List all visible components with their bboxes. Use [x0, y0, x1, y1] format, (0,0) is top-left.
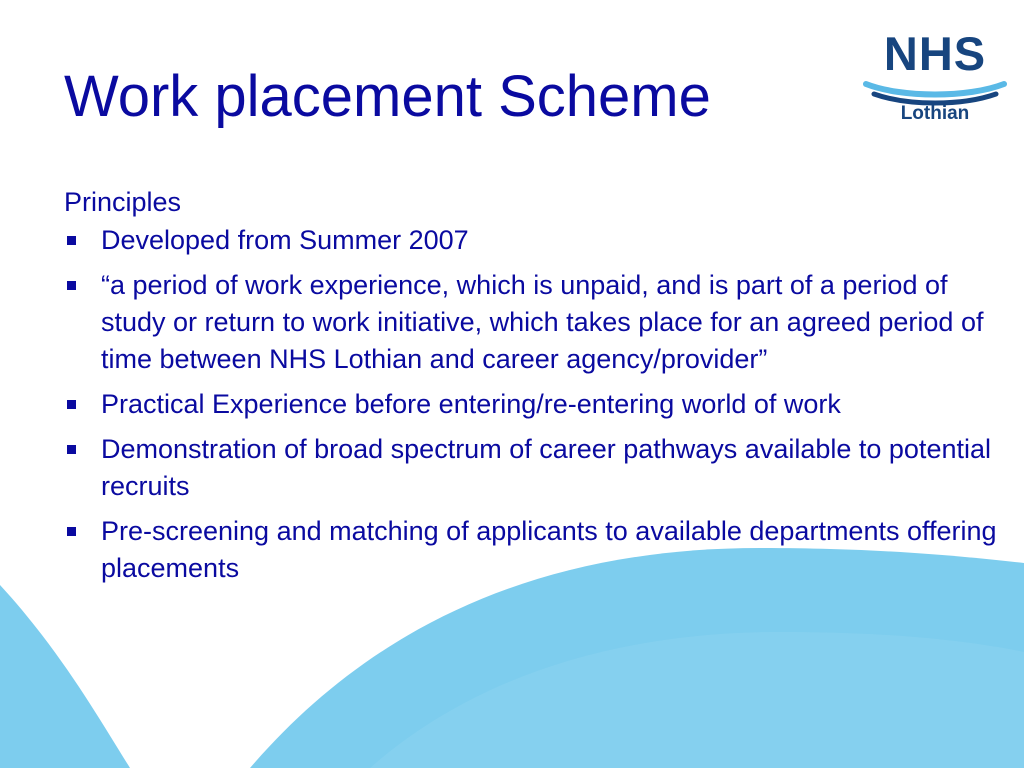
bullet-item	[64, 267, 1004, 378]
bullet-item	[64, 222, 1004, 259]
logo-lothian-text: Lothian	[900, 103, 970, 124]
square-bullet-icon	[67, 400, 76, 409]
section-heading: Principles	[64, 187, 182, 217]
bullet-text: Developed from Summer 2007	[101, 225, 469, 255]
bullet-text: “a period of work experience, which is unpaid, and is part of a period of study or return to work initiative, which takes place for an agreed period of time between NHS Lothian and career agency/provider”	[101, 270, 984, 374]
nhs-lothian-logo	[862, 27, 1008, 130]
square-bullet-icon	[67, 445, 76, 454]
bullet-text: Practical Experience before entering/re-entering world of work	[101, 389, 841, 419]
bullet-item	[64, 386, 1004, 423]
slide-body	[64, 184, 997, 595]
bullet-item	[64, 431, 1004, 505]
square-bullet-icon	[67, 281, 76, 290]
slide-title: Work placement Scheme	[64, 64, 711, 129]
square-bullet-icon	[67, 527, 76, 536]
bullet-text: Pre-screening and matching of applicants to available departments offering placements	[101, 516, 997, 583]
bullet-text: Demonstration of broad spectrum of career pathways available to potential recruits	[101, 434, 991, 501]
square-bullet-icon	[67, 236, 76, 245]
wave-band-lower	[0, 585, 130, 768]
bullet-list	[64, 222, 997, 587]
bullet-item	[64, 513, 1004, 587]
logo-nhs-text: NHS	[883, 27, 987, 80]
